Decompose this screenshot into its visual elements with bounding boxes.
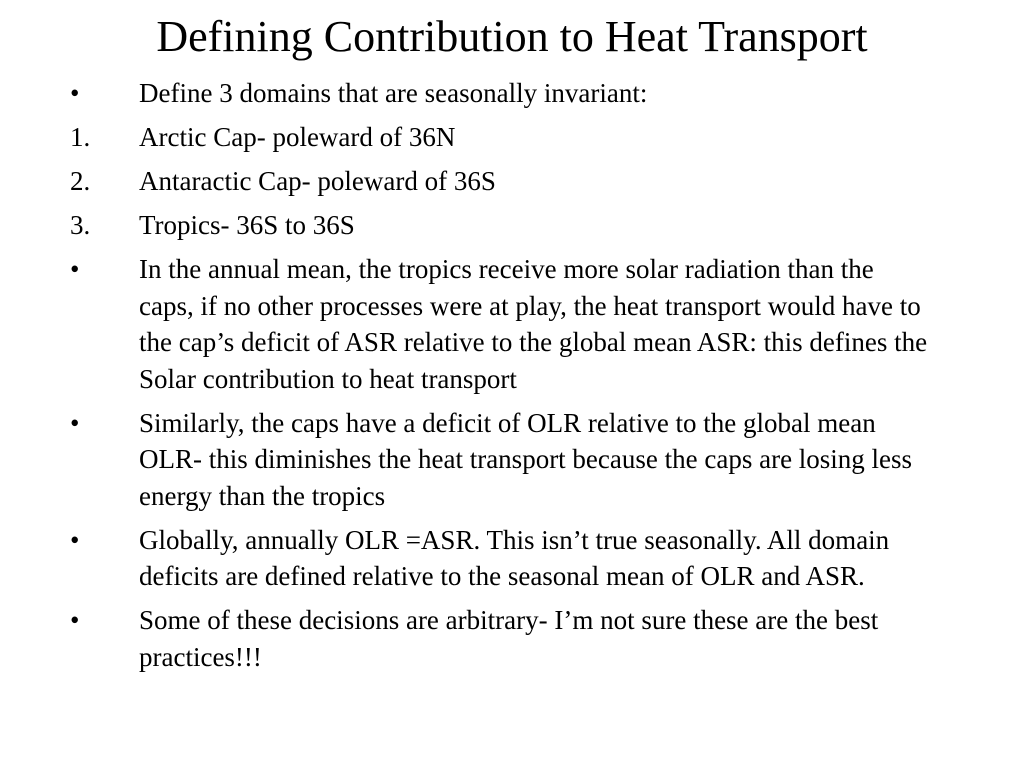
bullet-marker: • <box>70 407 80 438</box>
list-item-text: Antaractic Cap- poleward of 36S <box>139 166 496 196</box>
slide-title: Defining Contribution to Heat Transport <box>156 12 868 61</box>
number-marker: 3. <box>70 210 91 240</box>
number-marker: 2. <box>70 166 91 196</box>
list-item-text: In the annual mean, the tropics receive more solar radiation than the caps, if no other processes were at play, the heat transport would have to the cap’s deficit of ASR relative to the global mean ASR: this defines the Solar contribution to heat transport <box>139 254 928 394</box>
bullet-list <box>70 75 930 683</box>
list-item <box>70 405 930 515</box>
list-item-text: Define 3 domains that are seasonally invariant: <box>139 78 648 108</box>
list-item-text: Arctic Cap- poleward of 36N <box>139 122 456 152</box>
list-item <box>70 602 930 675</box>
list-item <box>70 163 930 200</box>
bullet-marker: • <box>70 78 80 108</box>
list-item <box>70 251 930 397</box>
list-item <box>70 207 930 244</box>
bullet-marker: • <box>70 605 80 635</box>
number-marker: 1. <box>70 122 91 152</box>
list-item <box>70 119 930 156</box>
list-item-text: Some of these decisions are arbitrary- I’m not sure these are the best practices!!! <box>139 605 879 672</box>
list-item-text: Similarly, the caps have a deficit of OLR relative to the global mean OLR- this diminishes the heat transport because the caps are losing less energy than the tropics <box>139 407 913 511</box>
list-item <box>70 75 930 112</box>
list-item-text: Tropics- 36S to 36S <box>139 210 355 240</box>
bullet-marker: • <box>70 524 80 555</box>
bullet-marker: • <box>70 254 80 284</box>
list-item <box>70 522 930 595</box>
list-item-text: Globally, annually OLR =ASR. This isn’t true seasonally. All domain deficits are defined relative to the seasonal mean of OLR and ASR. <box>139 524 890 591</box>
